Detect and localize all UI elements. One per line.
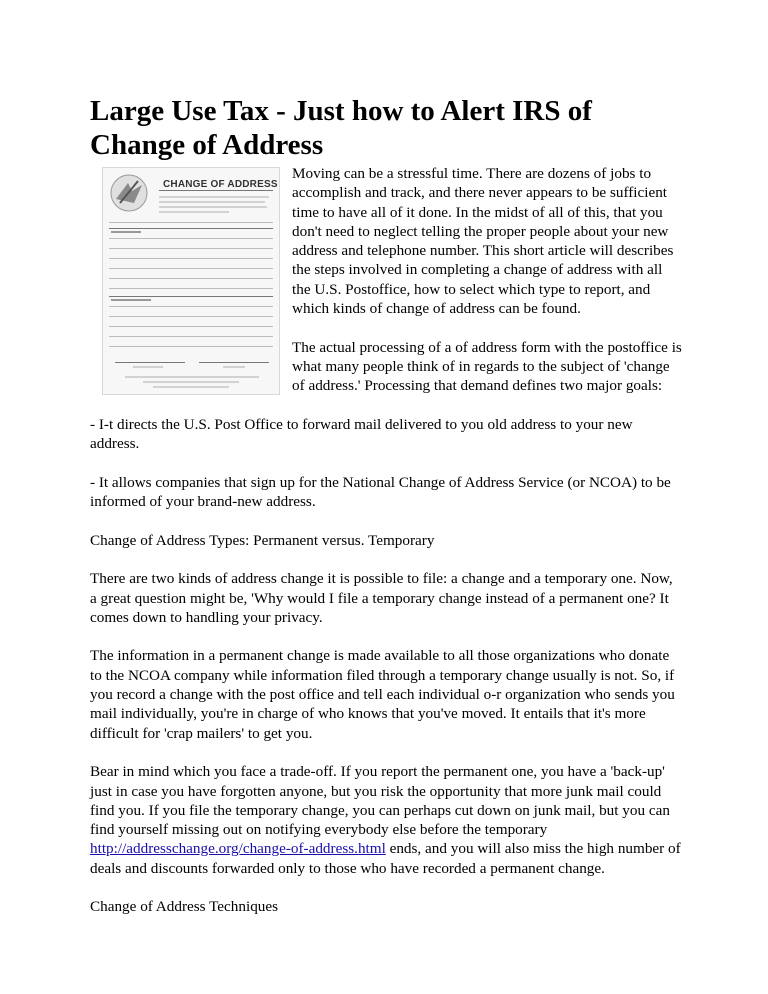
paragraph: The actual processing of a of address form with the postoffice is what many people think of in regards to the subject of 'change of address.' Processing that demand defines two major goals: <box>292 338 682 395</box>
postal-eagle-logo-icon <box>108 173 150 213</box>
paragraph: The information in a permanent change is made available to all those organizations who donate to the NCOA company while information filed through a temporary change usually is not. So, if you record a change with the post office and tell each individual o-r organization who sends you mail individually, you're in charge of who knows that you've moved. It entails that it's more difficult for 'crap mailers' to get you. <box>90 647 675 742</box>
section-heading: Change of Address Techniques <box>90 898 279 916</box>
paragraph: Moving can be a stressful time. There are dozens of jobs to accomplish and track, and there never appears to be sufficient time to have all of it done. In the midst of all of this, that you don't need to neglect telling the proper people about your new address and telephone number. This short article will describes the steps involved in completing a change of address with all the U.S. Postoffice, how to select which type to report, and which kinds of change of address can be found. <box>292 165 674 318</box>
address-change-link[interactable]: http://addresschange.org/change-of-address.html <box>90 840 386 858</box>
paragraph-text: Bear in mind which you face a trade-off. If you report the permanent one, you have a 'back-up' just in case you have forgotten anyone, but you risk the opportunity that more junk mail could find you. If you file the temporary change, you can perhaps cut down on junk mail, but you can find yourself missing out on notifying everybody else before the temporary <box>90 763 670 839</box>
paragraph-text: ends, and you will also miss the high number of deals and discounts forwarded only to those who have recorded a permanent change. <box>90 840 681 877</box>
document-body <box>90 94 682 936</box>
change-of-address-form-image <box>102 167 280 395</box>
paragraph: - It allows companies that sign up for the National Change of Address Service (or NCOA) to be informed of your brand-new address. <box>90 473 671 511</box>
form-header: CHANGE OF ADDRESS <box>163 179 278 190</box>
document-title: Large Use Tax - Just how to Alert IRS of Change of Address <box>90 95 592 161</box>
section-heading: Change of Address Types: Permanent versus. Temporary <box>90 531 435 549</box>
paragraph-with-link <box>90 762 682 878</box>
paragraph: - I-t directs the U.S. Post Office to forward mail delivered to you old address to your new address. <box>90 415 633 453</box>
paragraph: There are two kinds of address change it is possible to file: a change and a temporary one. Now, a great question might be, 'Why would I file a temporary change instead of a permanent one? It comes down to handling your privacy. <box>90 570 673 626</box>
